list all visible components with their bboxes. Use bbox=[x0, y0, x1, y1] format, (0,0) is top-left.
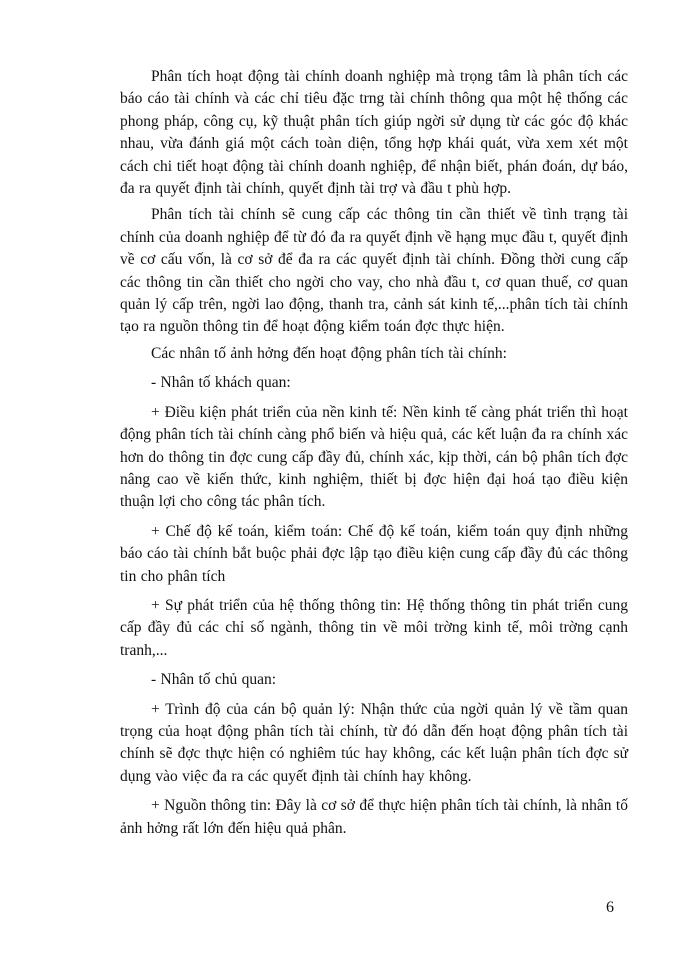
paragraph-financial-analysis: Phân tích tài chính sẽ cung cấp các thông tin cần thiết về tình trạng tài chính của doanh nghiệp để từ đó đa ra quyết định về hạng mục đầu t, quyết định về cơ cấu vốn, là cơ sở để đa ra các quyết định tài chính. Đồng thời cung cấp các thông tin cần thiết cho ngời cho vay, cho nhà đầu t, cơ quan thuế, cơ quan quản lý cấp trên, ngời lao động, thanh tra, cảnh sát kinh tế,...phân tích tài chính tạo ra nguồn thông tin để hoạt động kiểm toán đợc thực hiện. bbox=[120, 206, 628, 336]
paragraph-economic-conditions: + Điều kiện phát triển của nền kinh tế: Nền kinh tế càng phát triển thì hoạt động phân tích tài chính càng phổ biến và hiệu quả, các kết luận đa ra chính xác hơn do thông tin đợc cung cấp đầy đủ, chính xác, kịp thời, cán bộ phân tích đợc nâng cao về kiến thức, kinh nghiệm, thiết bị đợc hiện đại hoá tạo điều kiện thuận lợi cho công tác phân tích. bbox=[120, 403, 628, 511]
paragraph-information-system: + Sự phát triển của hệ thống thông tin: Hệ thống thông tin phát triển cung cấp đầy đủ các chỉ số ngành, thông tin về môi trờng kinh tế, môi trờng cạnh tranh,... bbox=[120, 596, 628, 659]
paragraph-influencing-factors: Các nhân tố ảnh hởng đến hoạt động phân tích tài chính: bbox=[151, 344, 507, 362]
paragraph-intro: Phân tích hoạt động tài chính doanh nghiệp mà trọng tâm là phân tích các báo cáo tài chính và các chỉ tiêu đặc trng tài chính thông qua một hệ thống các phong pháp, công cụ, kỹ thuật phân tích giúp ngời sử dụng từ các góc độ khác nhau, vừa đánh giá một cách toàn diện, tổng hợp khái quát, vừa xem xét một cách chi tiết hoạt động tài chính doanh nghiệp, để nhận biết, phán đoán, dự báo, đa ra quyết định tài chính, quyết định tài trợ và đầu t phù hợp. bbox=[120, 68, 628, 198]
paragraph-subjective-factors: - Nhân tố chủ quan: bbox=[151, 671, 277, 689]
paragraph-management-level: + Trình độ của cán bộ quản lý: Nhận thức của ngời quản lý về tầm quan trọng của hoạt động phân tích tài chính, từ đó dẫn đến hoạt động phân tích tài chính sẽ đợc thực hiện có nghiêm túc hay không, các kết luận phân tích đợc sử dụng vào việc đa ra các quyết định tài chính hay không. bbox=[120, 700, 628, 785]
page-number: 6 bbox=[606, 899, 614, 916]
paragraph-information-source: + Nguồn thông tin: Đây là cơ sở để thực hiện phân tích tài chính, là nhân tố ảnh hởng rất lớn đến hiệu quả phân. bbox=[120, 797, 628, 837]
paragraph-accounting-regime: + Chế độ kế toán, kiểm toán: Chế độ kế toán, kiểm toán quy định những báo cáo tài chính bắt buộc phải đợc lập tạo điều kiện cung cấp đầy đủ các thông tin cho phân tích bbox=[120, 522, 628, 585]
document-body bbox=[120, 66, 628, 840]
paragraph-objective-factors: - Nhân tố khách quan: bbox=[151, 374, 291, 392]
